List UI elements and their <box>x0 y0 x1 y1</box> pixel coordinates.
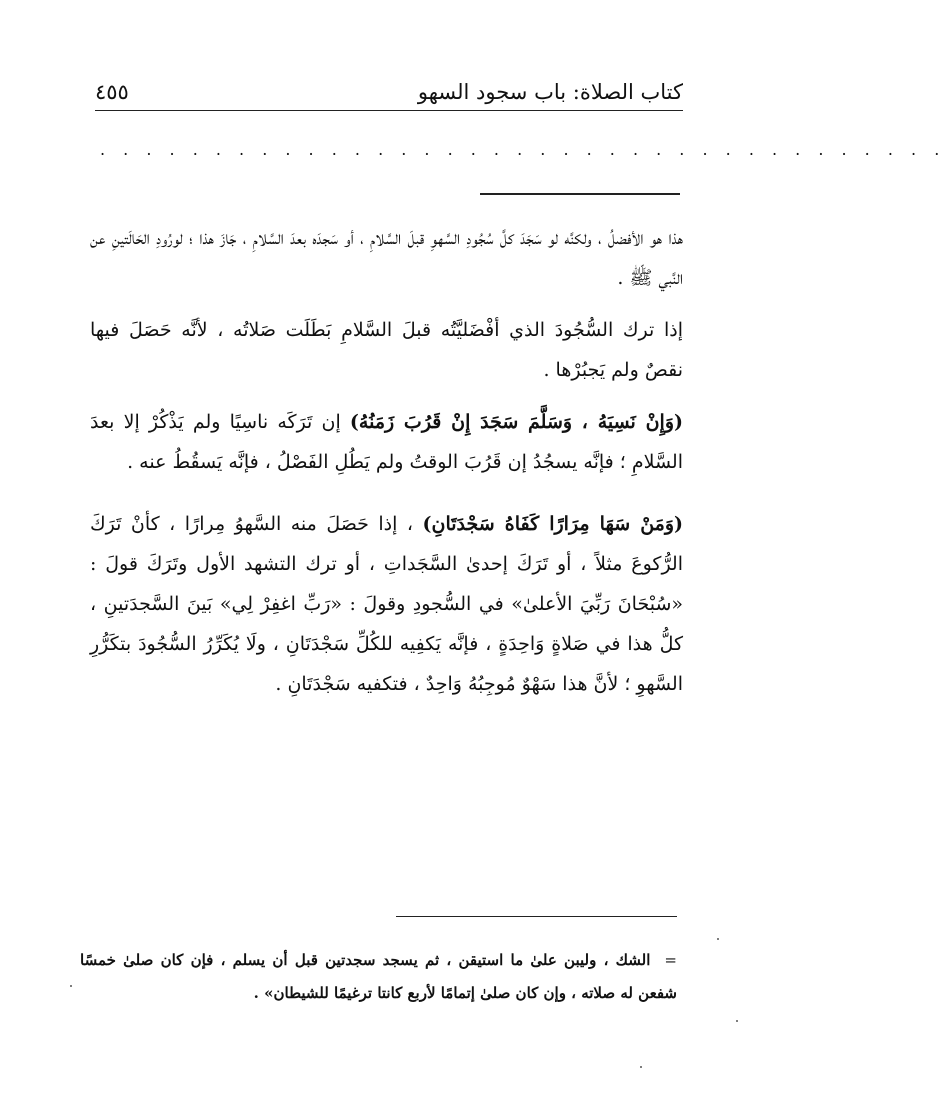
page-header <box>95 66 683 111</box>
footnote-continuation-mark: = <box>664 951 677 969</box>
paragraph-3 <box>90 402 683 482</box>
scan-speck <box>717 938 719 940</box>
footnote <box>80 944 677 1010</box>
footnote-rule <box>396 916 677 917</box>
footnote-text: الشك ، وليبن علىٰ ما استيقن ، ثم يسجد سجدتين قبل أن يسلم ، فإن كان صلىٰ خمسًا شفعن له صلاته ، وإن كان صلىٰ إتمامًا لأربع كانتا ترغيمًا للشيطان» . <box>80 951 677 1002</box>
paragraph-1: هذا هو الأفضلُ ، ولكنَّه لو سَجَدَ كلَّ سُجُودِ السَّهوِ قبلَ السَّلامِ ، أو سَجدَه بعدَ السَّلامِ ، جَازَ هذا ؛ لورُودِ الحَالَتينِ عن النَّبي ﷺ . <box>90 227 683 289</box>
matn-quote-2: (وَمَنْ سَهَا مِرَارًا كَفَاهُ سَجْدَتَانِ) <box>422 513 683 535</box>
section-rule <box>480 193 680 195</box>
main-text <box>90 218 683 716</box>
scan-speck <box>736 1020 738 1022</box>
commentary-2: ، إذا حَصَلَ منه السَّهوُ مِرارًا ، كأنْ تَرَكَ الرُّكوعَ مثلاً ، أو تَرَكَ إحدىٰ السَّجَداتِ ، أو ترك التشهد الأول وتَرَكَ قولَ : «سُبْحَانَ رَبِّيَ الأعلىٰ» في السُّجودِ وقولَ : «رَبِّ اغفِرْ لِي» بَينَ السَّجدَتينِ ، كلُّ هذا في صَلاةٍ وَاحِدَةٍ ، فإنَّه يَكفِيه للكُلِّ سَجْدَتَانِ ، ولَا يُكَرِّرُ السُّجُودَ بتكَرُّرِ السَّهوِ ؛ لأنَّ هذا سَهْوٌ مُوجِبُهُ وَاحِدٌ ، فتكفيه سَجْدَتَانِ . <box>90 513 683 695</box>
running-title: كتاب الصلاة: باب سجود السهو <box>417 80 683 104</box>
paragraph-4 <box>90 504 683 704</box>
matn-quote-1: (وَإِنْ نَسِيَهُ ، وَسَلَّمَ سَجَدَ إِنْ قَرُبَ زَمَنُهُ) <box>349 411 683 433</box>
commentary-1: إن تَرَكَه ناسِيًا ولم يَذْكُرْ إلا بعدَ السَّلامِ ؛ فإنَّه يسجُدُ إن قَرُبَ الوقتُ ولم يَطُلِ الفَصْلُ ، فإنَّه يَسقُطُ عنه . <box>90 411 683 473</box>
scan-speck <box>70 985 72 987</box>
paragraph-2: إذا ترك السُّجُودَ الذي أفْضَليَّتُه قبلَ السَّلامِ بَطَلَت صَلاتُه ، لأنَّه حَصَلَ فيها نقصٌ ولم يَجبُرْها . <box>90 319 683 381</box>
ellipsis-separator: . . . . . . . . . . . . . . . . . . . . . . . . . . . . . . . . . . . . . <box>100 140 946 159</box>
page-number: ٤٥٥ <box>95 80 129 104</box>
scan-speck <box>640 1066 642 1068</box>
